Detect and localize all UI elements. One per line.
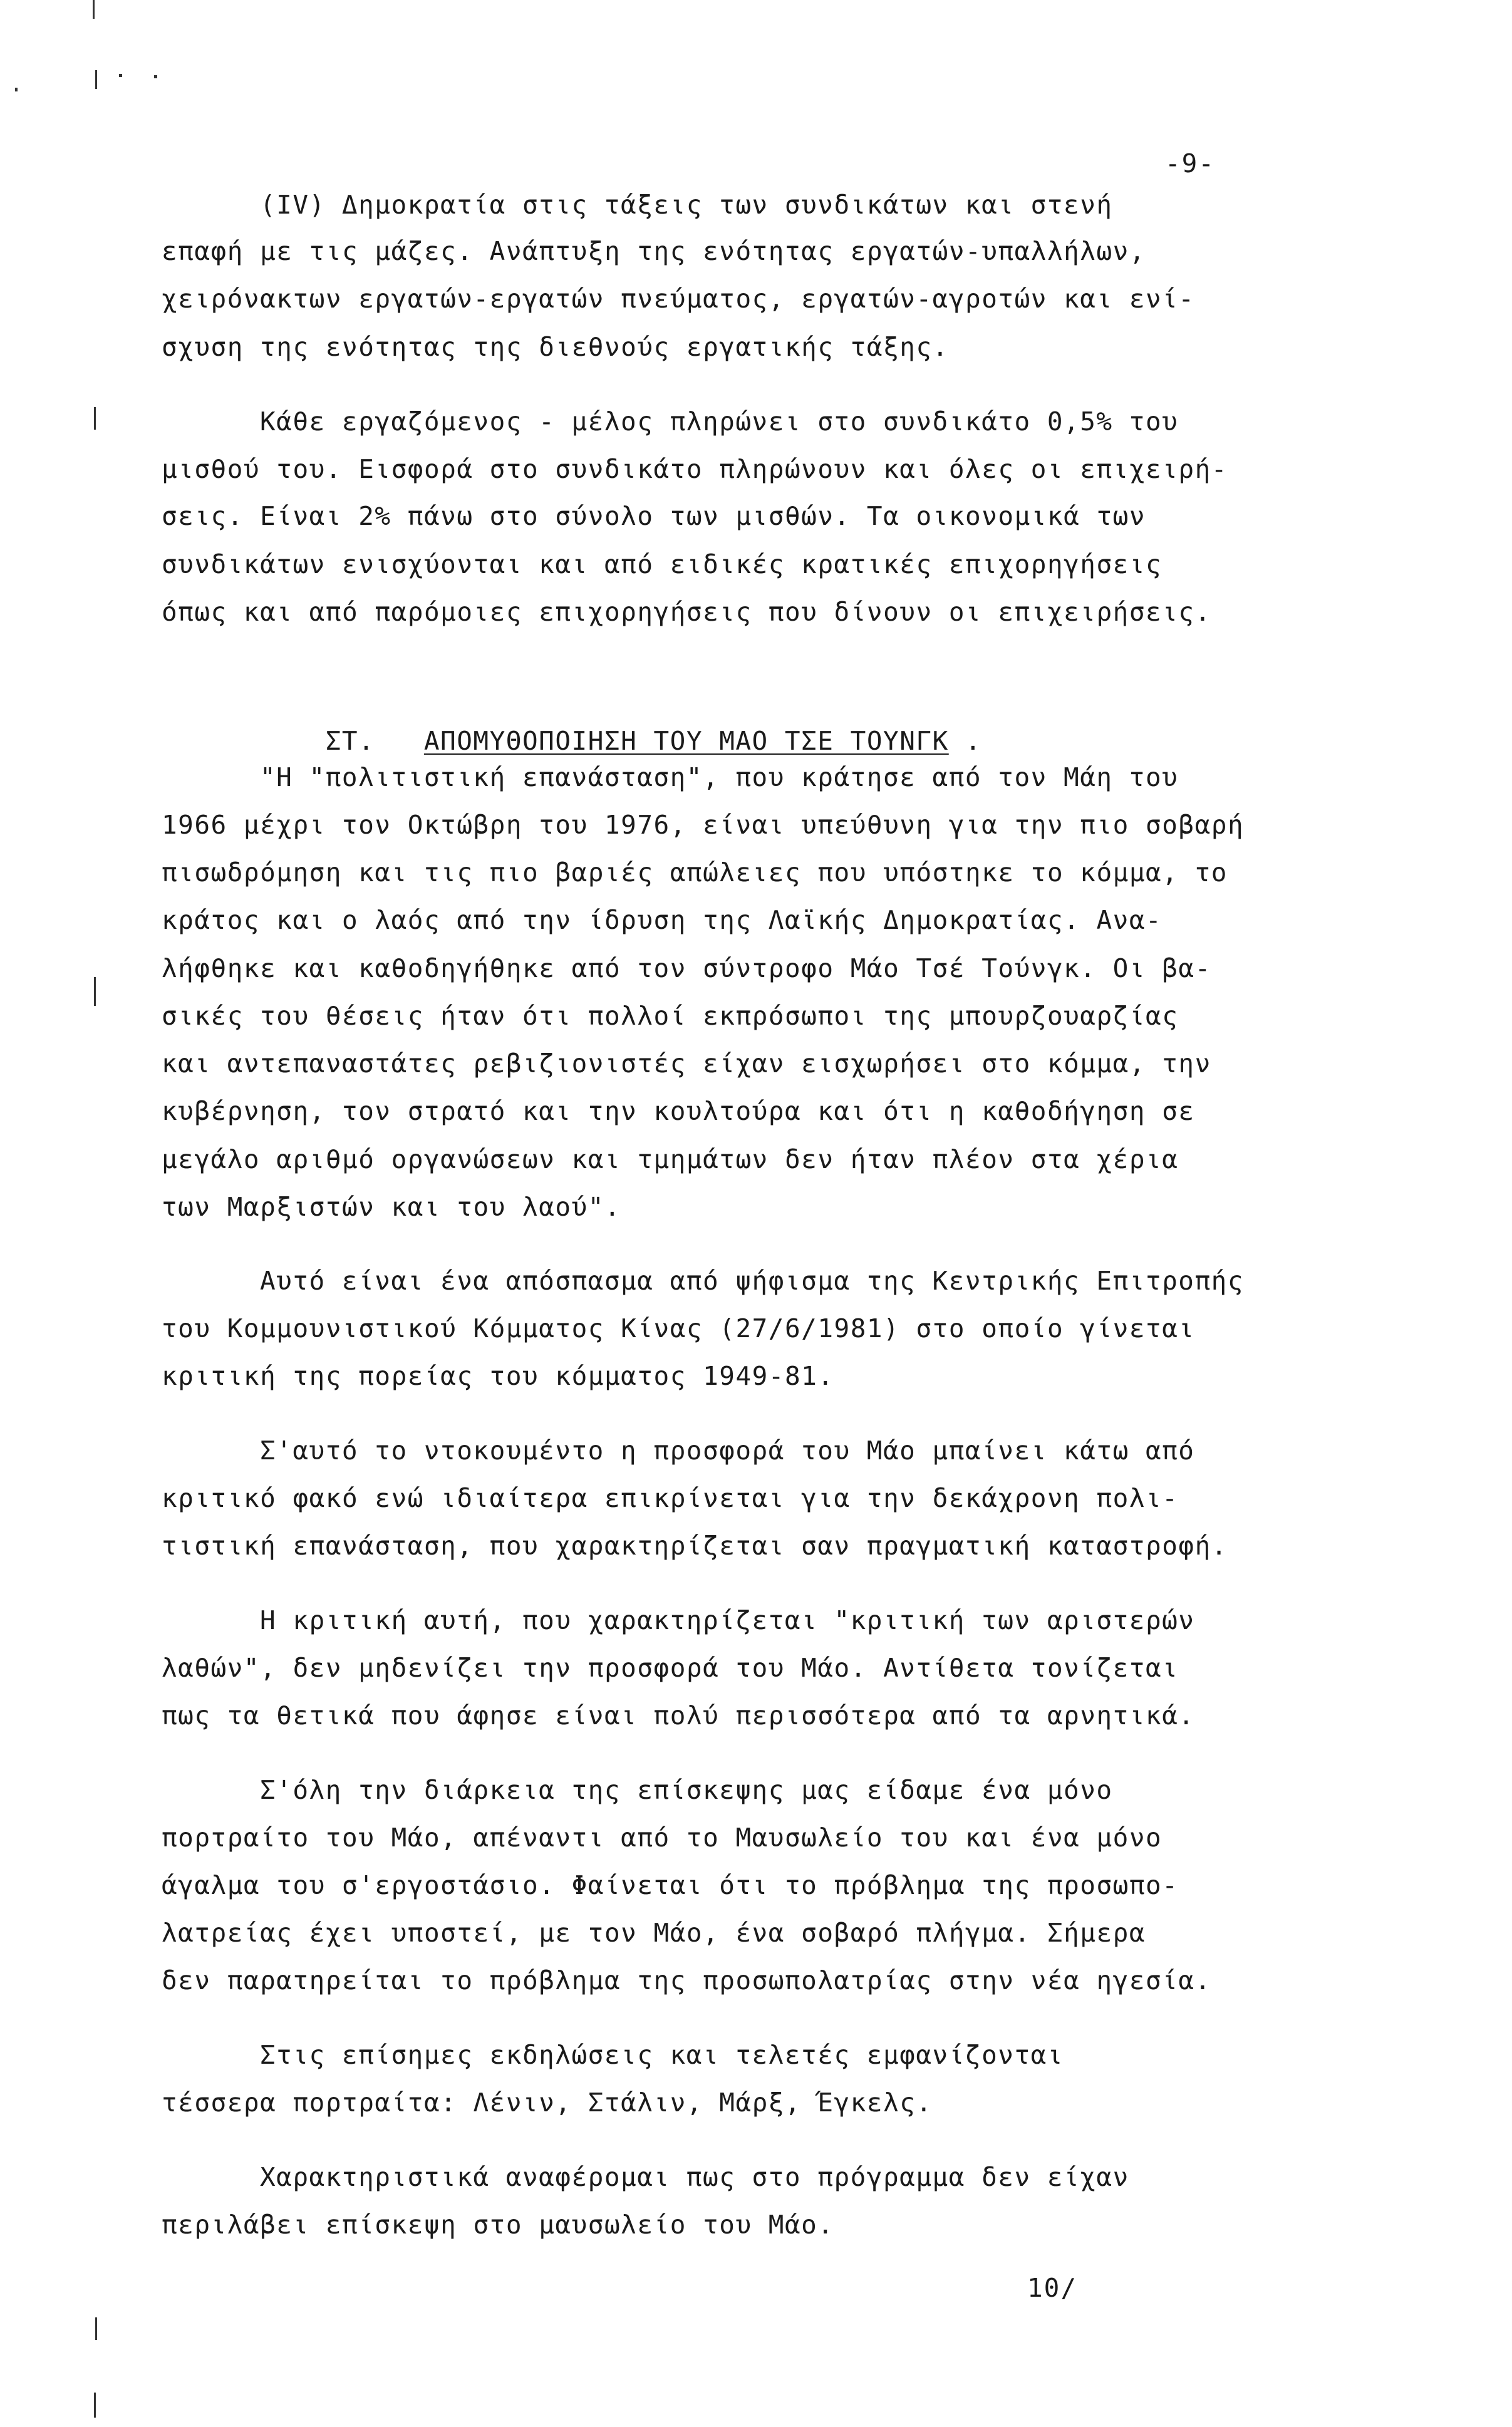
- text-line: Σ'αυτό το ντοκουμέντο η προσφορά του Μάο μπαίνει κάτω από: [260, 1436, 1195, 1466]
- text-line: κράτος και ο λαός από την ίδρυση της Λαϊκής Δημοκρατίας. Ανα-: [162, 905, 1162, 935]
- scan-mark: [94, 977, 96, 1006]
- text-line: περιλάβει επίσκεψη στο μαυσωλείο του Μάο.: [162, 2210, 834, 2240]
- text-line: κριτικό φακό ενώ ιδιαίτερα επικρίνεται για την δεκάχρονη πολι-: [162, 1483, 1179, 1513]
- text-line: "Η "πολιτιστική επανάσταση", που κράτησε από τον Μάη του: [260, 762, 1179, 792]
- text-line: Σ'όλη την διάρκεια της επίσκεψης μας είδαμε ένα μόνο: [260, 1775, 1113, 1805]
- text-line: κυβέρνηση, τον στρατό και την κουλτούρα και ότι η καθοδήγηση σε: [162, 1096, 1195, 1126]
- text-line: Αυτό είναι ένα απόσπασμα από ψήφισμα της Κεντρικής Επιτροπής: [260, 1266, 1245, 1296]
- text-line: Η κριτική αυτή, που χαρακτηρίζεται "κριτική των αριστερών: [260, 1605, 1195, 1635]
- section-heading-label: ΣΤ.: [325, 726, 375, 756]
- text-line: συνδικάτων ενισχύονται και από ειδικές κρατικές επιχορηγήσεις: [162, 549, 1162, 579]
- text-line: Χαρακτηριστικά αναφέρομαι πως στο πρόγραμμα δεν είχαν: [260, 2162, 1129, 2192]
- text-line: σεις. Είναι 2% πάνω στο σύνολο των μισθών. Τα οικονομικά των: [162, 501, 1146, 531]
- section-heading-tail: .: [948, 726, 982, 756]
- text-line: λατρείας έχει υποστεί, με τον Μάο, ένα σοβαρό πλήγμα. Σήμερα: [162, 1918, 1146, 1948]
- text-line: δεν παρατηρείται το πρόβλημα της προσωπολατρίας στην νέα ηγεσία.: [162, 1965, 1211, 1995]
- text-line: λήφθηκε και καθοδηγήθηκε από τον σύντροφο Μάο Τσέ Τούνγκ. Οι βα-: [162, 953, 1211, 983]
- section-heading-title: ΑΠΟΜΥΘΟΠΟΙΗΣΗ ΤΟΥ ΜΑΟ ΤΣΕ ΤΟΥΝΓΚ: [423, 726, 949, 756]
- scan-mark: [95, 70, 97, 89]
- continuation-ref: 10/: [1027, 2273, 1078, 2303]
- scan-mark: [95, 2317, 97, 2340]
- scan-mark: [94, 407, 96, 430]
- text-line: σχυση της ενότητας της διεθνούς εργατικής τάξης.: [162, 332, 949, 362]
- scan-mark: [119, 74, 122, 77]
- text-line: σικές του θέσεις ήταν ότι πολλοί εκπρόσωποι της μπουρζουαρζίας: [162, 1001, 1179, 1031]
- text-line: χειρόνακτων εργατών-εργατών πνεύματος, εργατών-αγροτών και ενί-: [162, 284, 1195, 314]
- text-line: όπως και από παρόμοιες επιχορηγήσεις που δίνουν οι επιχειρήσεις.: [162, 597, 1211, 627]
- text-line: των Μαρξιστών και του λαού".: [162, 1192, 621, 1222]
- scan-mark: [15, 88, 18, 91]
- text-line: και αντεπαναστάτες ρεβιζιονιστές είχαν εισχωρήσει στο κόμμα, την: [162, 1048, 1211, 1079]
- text-line: Κάθε εργαζόμενος - μέλος πληρώνει στο συνδικάτο 0,5% του: [260, 406, 1179, 437]
- text-line: τιστική επανάσταση, που χαρακτηρίζεται σαν πραγματική καταστροφή.: [162, 1531, 1228, 1561]
- text-line: μισθού του. Εισφορά στο συνδικάτο πληρώνουν και όλες οι επιχειρή-: [162, 454, 1228, 484]
- text-line: του Κομμουνιστικού Κόμματος Κίνας (27/6/1981) στο οποίο γίνεται: [162, 1313, 1195, 1343]
- text-line: πορτραίτο του Μάο, απέναντι από το Μαυσωλείο του και ένα μόνο: [162, 1823, 1162, 1853]
- text-line: πισωδρόμηση και τις πιο βαριές απώλειες που υπόστηκε το κόμμα, το: [162, 857, 1228, 887]
- scan-mark: [93, 0, 95, 19]
- scan-mark: [94, 2393, 96, 2418]
- text-line: λαθών", δεν μηδενίζει την προσφορά του Μάο. Αντίθετα τονίζεται: [162, 1653, 1179, 1683]
- page-number: -9-: [1165, 148, 1216, 179]
- text-line: 1966 μέχρι τον Οκτώβρη του 1976, είναι υπεύθυνη για την πιο σοβαρή: [162, 810, 1245, 840]
- text-line: επαφή με τις μάζες. Ανάπτυξη της ενότητας εργατών-υπαλλήλων,: [162, 236, 1146, 266]
- text-line: πως τα θετικά που άφησε είναι πολύ περισσότερα από τα αρνητικά.: [162, 1700, 1195, 1731]
- text-line: μεγάλο αριθμό οργανώσεων και τμημάτων δεν ήταν πλέον στα χέρια: [162, 1144, 1179, 1174]
- scan-mark: [154, 75, 157, 78]
- text-line: κριτική της πορείας του κόμματος 1949-81.: [162, 1361, 834, 1391]
- text-line: τέσσερα πορτραίτα: Λένιν, Στάλιν, Μάρξ, Έγκελς.: [162, 2088, 933, 2118]
- text-line: άγαλμα του σ'εργοστάσιο. Φαίνεται ότι το πρόβλημα της προσωπο-: [162, 1870, 1179, 1900]
- text-line: Στις επίσημες εκδηλώσεις και τελετές εμφανίζονται: [260, 2040, 1064, 2070]
- text-line: (IV) Δημοκρατία στις τάξεις των συνδικάτων και στενή: [260, 190, 1113, 220]
